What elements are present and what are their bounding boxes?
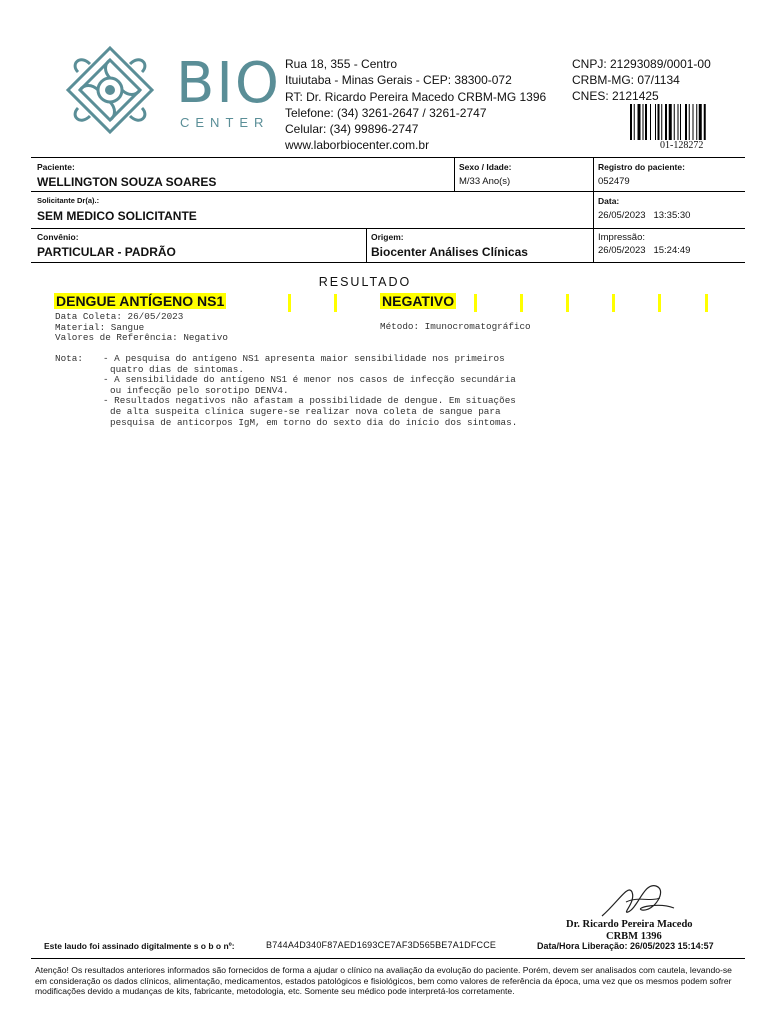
highlight-mark [288, 294, 291, 312]
exam-result: NEGATIVO [382, 293, 455, 309]
registro-value: 052479 [598, 176, 630, 187]
signer-name: Dr. Ricardo Pereira Macedo [566, 919, 693, 930]
highlight-mark [334, 294, 337, 312]
note-line: - A pesquisa do antígeno NS1 apresenta maior sensibilidade nos primeiros [103, 353, 505, 364]
data-label: Data: [598, 196, 620, 206]
reference-values: Valores de Referência: Negativo [55, 332, 228, 344]
sexo-value: M/33 Ano(s) [459, 176, 511, 187]
exam-note [55, 354, 517, 428]
note-label: Nota: [55, 353, 83, 364]
registro-label: Registro do paciente: [598, 162, 685, 172]
footer-warning: Atenção! Os resultados anteriores informados são fornecidos de forma a ajudar o clínico na avaliação da evolução do paciente. Porém, devem ser analisados com cautela, levando-se em consideração os dados clínicos, alimentação, medicamentos, estados patológicos e fisiológicos, bem como valores de referência da época, uma vez que os mesmos podem sofrer modificações devido a mudanças de kits, fabricante, metodologia, etc. Somente seu médico pode interpretá-los corretamente. [35, 965, 732, 997]
address-line: Ituiutaba - Minas Gerais - CEP: 38300-072 [285, 73, 512, 88]
origem-value: Biocenter Análises Clínicas [371, 245, 528, 259]
highlight-mark [474, 294, 477, 312]
highlight-mark [705, 294, 708, 312]
paciente-label: Paciente: [37, 162, 75, 172]
sexo-label: Sexo / Idade: [459, 162, 512, 172]
digital-signature-label: Este laudo foi assinado digitalmente s o b o nº: [44, 941, 235, 951]
solicitante-label: Solicitante Dr(a).: [37, 196, 100, 205]
barcode-icon [630, 104, 728, 140]
origem-label: Origem: [371, 232, 404, 242]
data-value: 26/05/2023 13:35:30 [598, 210, 691, 221]
signature-icon [598, 872, 678, 922]
note-line: de alta suspeita clínica sugere-se realizar nova coleta de sangue para [110, 405, 501, 417]
signature-hash: B744A4D340F87AED1693CE7AF3D565BE7A1DFCCE [266, 940, 497, 950]
impressao-label: Impressão: [598, 232, 645, 243]
exam-name: DENGUE ANTÍGENO NS1 [56, 293, 225, 309]
cnes: CNES: 2121425 [572, 89, 659, 103]
highlight-mark [658, 294, 661, 312]
address-line: RT: Dr. Ricardo Pereira Macedo CRBM-MG 1396 [285, 89, 547, 104]
address-line: Telefone: (34) 3261-2647 / 3261-2747 [285, 105, 487, 120]
release-datetime: Data/Hora Liberação: 26/05/2023 15:14:57 [537, 941, 714, 951]
material: Material: Sangue [55, 321, 145, 333]
logo-subtext: CENTER [180, 115, 270, 130]
impressao-value: 26/05/2023 15:24:49 [598, 245, 691, 256]
coleta-date: Data Coleta: 26/05/2023 [55, 311, 184, 322]
crbm: CRBM-MG: 07/1134 [572, 73, 680, 87]
cnpj: CNPJ: 21293089/0001-00 [572, 57, 711, 71]
convenio-value: PARTICULAR - PADRÃO [37, 245, 176, 259]
lab-address [285, 56, 546, 154]
address-line: Rua 18, 355 - Centro [285, 57, 398, 71]
paciente-value: WELLINGTON SOUZA SOARES [37, 175, 217, 189]
solicitante-value: SEM MEDICO SOLICITANTE [37, 209, 197, 223]
note-line: - A sensibilidade do antígeno NS1 é menor nos casos de infecção secundária [103, 374, 516, 386]
footer-divider [31, 958, 745, 959]
exam-method: Método: Imunocromatográfico [380, 321, 531, 332]
exam-metadata [55, 312, 228, 344]
lab-identifiers [572, 56, 711, 104]
signer-crbm: CRBM 1396 [606, 931, 662, 942]
highlight-mark [520, 294, 523, 312]
result-title: RESULTADO [318, 275, 412, 289]
convenio-label: Convênio: [37, 232, 79, 242]
patient-info-grid [31, 157, 745, 263]
logo-text: BIO [176, 51, 282, 116]
barcode-number: 01-128272 [660, 140, 704, 151]
website-link[interactable]: www.laborbiocenter.com.br [285, 138, 430, 153]
address-line: Celular: (34) 99896-2747 [285, 122, 419, 137]
note-line: - Resultados negativos não afastam a possibilidade de dengue. Em situações [103, 395, 516, 407]
note-line: quatro dias de sintomas. [110, 363, 244, 375]
note-line: ou infecção pelo sorotipo DENV4. [110, 384, 289, 396]
highlight-mark [612, 294, 615, 312]
highlight-mark [566, 294, 569, 312]
note-line: pesquisa de anticorpos IgM, em torno do sexto dia do início dos sintomas. [110, 416, 518, 428]
biocenter-logo-icon [60, 44, 160, 136]
